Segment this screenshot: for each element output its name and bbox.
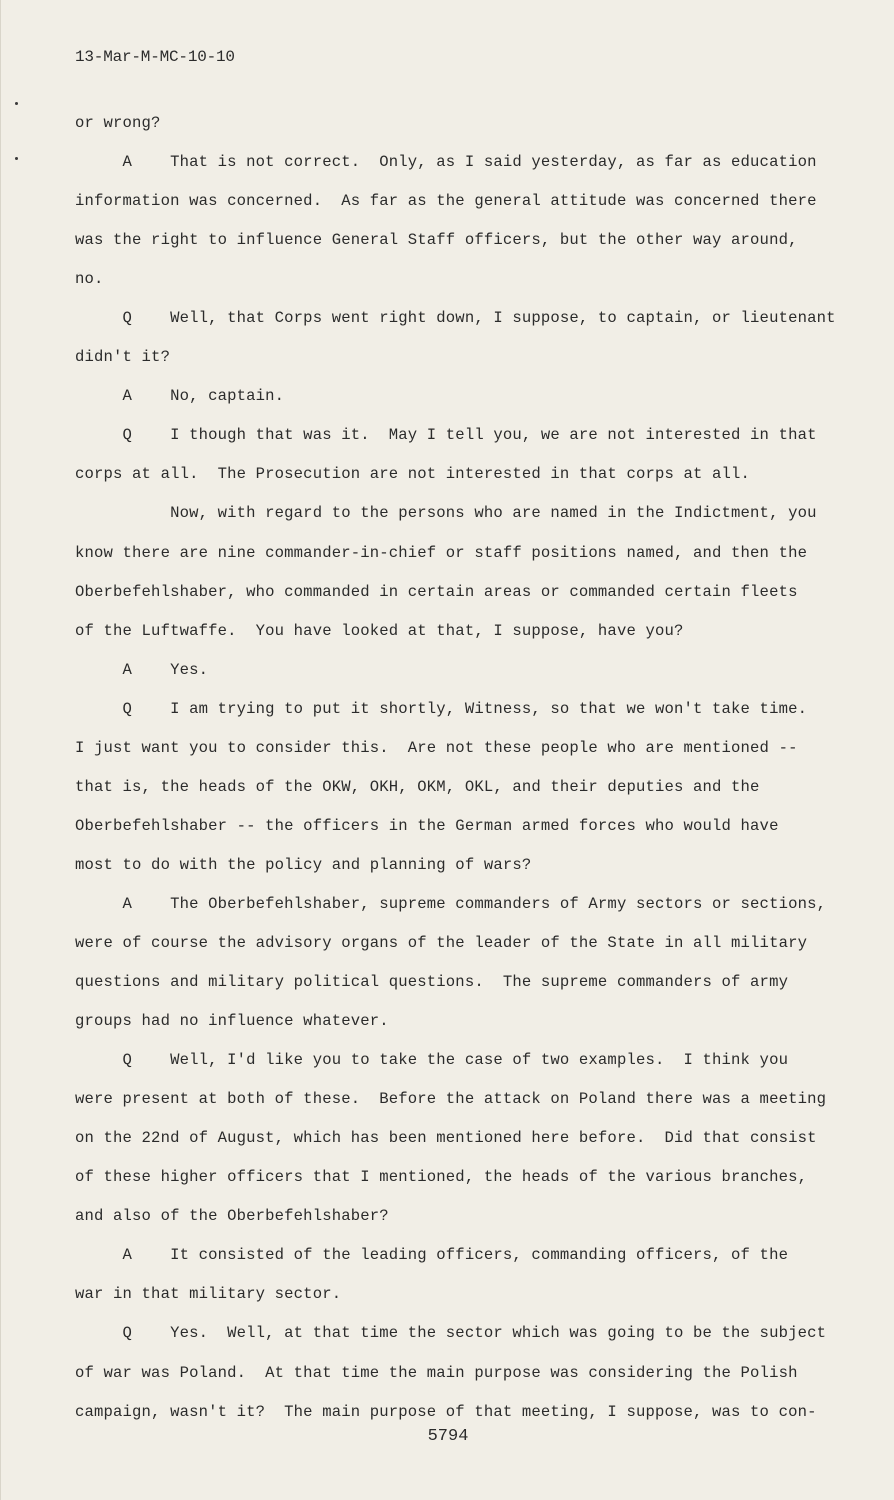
transcript-line: A No, captain.: [75, 387, 285, 406]
document-reference: 13-Mar-M-MC-10-10: [75, 48, 235, 66]
transcript-line: on the 22nd of August, which has been mentioned here before. Did that consist: [75, 1129, 817, 1148]
transcript-line: of these higher officers that I mentioned, the heads of the various branches,: [75, 1168, 808, 1187]
transcript-line: most to do with the policy and planning of wars?: [75, 855, 532, 874]
punch-mark-bottom: [15, 157, 18, 160]
transcript-line: was the right to influence General Staff officers, but the other way around,: [75, 231, 798, 250]
transcript-line: were present at both of these. Before the attack on Poland there was a meeting: [75, 1090, 827, 1109]
transcript-line: didn't it?: [75, 348, 171, 367]
transcript-line: corps at all. The Prosecution are not interested in that corps at all.: [75, 465, 751, 484]
transcript-line: A The Oberbefehlshaber, supreme commanders of Army sectors or sections,: [75, 894, 827, 913]
transcript-line: war in that military sector.: [75, 1285, 342, 1304]
transcript-line: know there are nine commander-in-chief or staff positions named, and then the: [75, 543, 808, 562]
transcript-line: Oberbefehlshaber, who commanded in certain areas or commanded certain fleets: [75, 582, 798, 601]
transcript-line: of war was Poland. At that time the main purpose was considering the Polish: [75, 1363, 798, 1382]
transcript-body: [75, 104, 850, 1432]
transcript-line: A Yes.: [75, 660, 209, 679]
transcript-line: were of course the advisory organs of the leader of the State in all military: [75, 933, 808, 952]
transcript-line: Oberbefehlshaber -- the officers in the German armed forces who would have: [75, 816, 779, 835]
transcript-line: campaign, wasn't it? The main purpose of that meeting, I suppose, was to con-: [75, 1402, 817, 1421]
transcript-line: Q Yes. Well, at that time the sector which was going to be the subject: [75, 1324, 827, 1343]
transcript-line: Q I am trying to put it shortly, Witness, so that we won't take time.: [75, 699, 808, 718]
transcript-line: Q Well, that Corps went right down, I suppose, to captain, or lieutenant: [75, 309, 836, 328]
transcript-line: Q Well, I'd like you to take the case of two examples. I think you: [75, 1051, 789, 1070]
transcript-line: groups had no influence whatever.: [75, 1012, 389, 1031]
transcript-line: of the Luftwaffe. You have looked at that, I suppose, have you?: [75, 621, 684, 640]
transcript-line: questions and military political questions. The supreme commanders of army: [75, 973, 789, 992]
punch-mark-top: [15, 102, 18, 105]
transcript-line: Q I though that was it. May I tell you, we are not interested in that: [75, 426, 817, 445]
page-number: 5794: [427, 1427, 469, 1446]
transcript-line: no.: [75, 270, 104, 289]
transcript-line: or wrong?: [75, 114, 161, 132]
transcript-line: A That is not correct. Only, as I said yesterday, as far as education: [75, 153, 817, 172]
transcript-line: information was concerned. As far as the general attitude was concerned there: [75, 192, 817, 211]
transcript-line: and also of the Oberbefehlshaber?: [75, 1207, 389, 1226]
transcript-line: I just want you to consider this. Are not these people who are mentioned --: [75, 738, 798, 757]
transcript-line: A It consisted of the leading officers, commanding officers, of the: [75, 1246, 789, 1265]
transcript-line: that is, the heads of the OKW, OKH, OKM, OKL, and their deputies and the: [75, 777, 760, 796]
transcript-line: Now, with regard to the persons who are named in the Indictment, you: [75, 504, 817, 523]
